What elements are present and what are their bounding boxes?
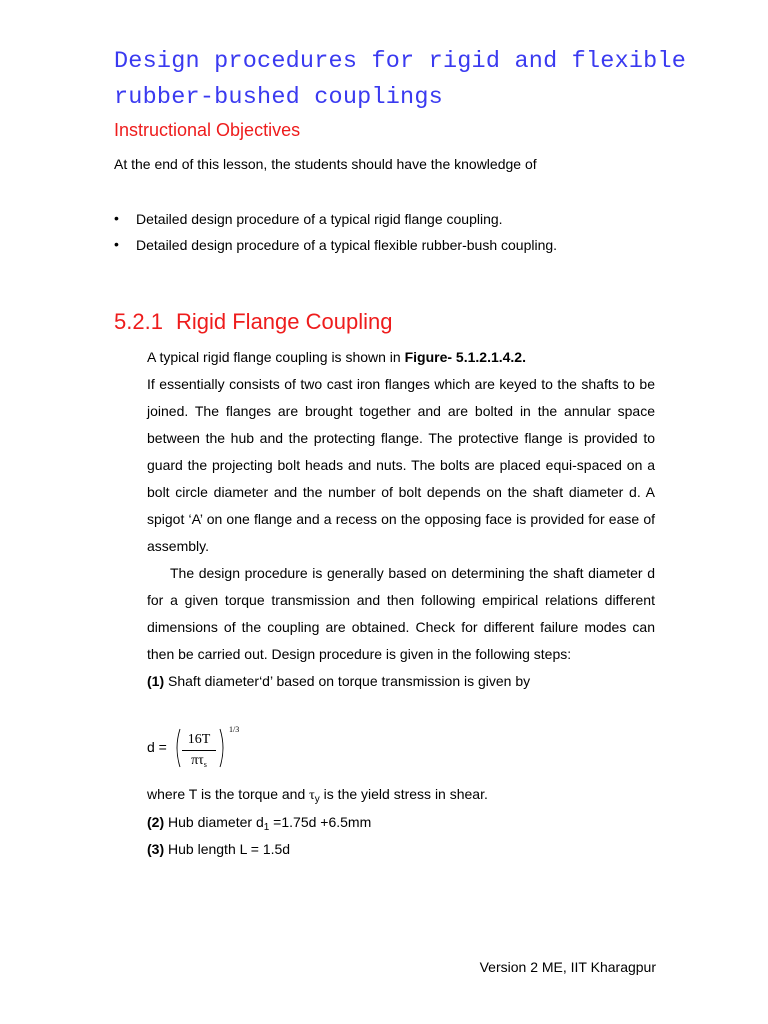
step-1 (147, 668, 655, 695)
step-label: (1) (147, 673, 165, 689)
paragraph-description: If essentially consists of two cast iron flanges which are keyed to the shafts to be joined. The flanges are brought together and are bolted in the annular space between the hub and the protecting flange. The protective flange is provided to guard the projecting bolt heads and nuts. The bolts are placed equi-spaced on a bolt circle diameter and the number of bolt depends on the shaft diameter d. A spigot ‘A’ on one flange and a recess on the opposing face is provided for ease of assembly. (147, 376, 655, 554)
list-item-text: Detailed design procedure of a typical flexible rubber-bush coupling. (136, 237, 558, 253)
step-label: (2) (147, 814, 165, 830)
section-heading (114, 309, 392, 335)
title-line-1: Design procedures for rigid and flexible (114, 48, 687, 75)
step-label: (3) (147, 841, 165, 857)
paragraph-text: A typical rigid flange coupling is shown in (147, 349, 405, 365)
step-3 (147, 836, 655, 863)
bullet-icon: • (114, 210, 119, 226)
section-title: Rigid Flange Coupling (176, 309, 393, 334)
formula-lhs: d = (147, 739, 167, 755)
bullet-icon: • (114, 236, 119, 252)
formula-fraction (182, 732, 216, 769)
step-subscript: 1 (263, 822, 270, 833)
section-body (147, 344, 655, 695)
step-text: Hub diameter d (164, 814, 264, 830)
denominator-subscript: s (203, 760, 207, 769)
section-number: 5.2.1 (114, 309, 163, 334)
right-paren-icon (219, 728, 227, 768)
formula-denominator (182, 753, 216, 769)
tau-symbol: τ (309, 788, 315, 803)
denominator-text: πτ (191, 753, 204, 768)
where-text: where T is the torque and (147, 786, 310, 802)
steps-continued (147, 781, 655, 863)
step-text: Shaft diameter‘d’ based on torque transmission is given by (164, 673, 531, 689)
list-item (114, 237, 734, 263)
document-title (114, 44, 754, 116)
objectives-heading: Instructional Objectives (114, 120, 301, 140)
figure-reference: Figure- 5.1.2.1.4.2. (404, 349, 526, 365)
objectives-intro: At the end of this lesson, the students should have the knowledge of (114, 156, 537, 172)
title-line-2: rubber-bushed couplings (114, 84, 443, 111)
paragraph-figure-ref (147, 344, 655, 371)
step-text: Hub length L = 1.5d (164, 841, 291, 857)
fraction-bar (182, 750, 216, 751)
page-footer: Version 2 ME, IIT Kharagpur (479, 959, 656, 975)
paragraph-procedure: The design procedure is generally based on determining the shaft diameter d for a given torque transmission and then following empirical relations different dimensions of the coupling are obtained. Check for different failure modes can then be carried out. Design procedure is given in the following steps: (147, 565, 655, 662)
step-text-end: =1.75d +6.5mm (269, 814, 372, 830)
left-paren-icon (173, 728, 181, 768)
formula-numerator: 16T (187, 732, 211, 747)
tau-subscript: y (314, 794, 320, 805)
formula-exponent: 1/3 (229, 725, 240, 734)
objectives-list (114, 211, 734, 263)
list-item-text: Detailed design procedure of a typical rigid flange coupling. (136, 211, 503, 227)
list-item (114, 211, 734, 237)
where-clause (147, 781, 655, 809)
step-2 (147, 809, 655, 836)
where-text-end: is the yield stress in shear. (319, 786, 488, 802)
